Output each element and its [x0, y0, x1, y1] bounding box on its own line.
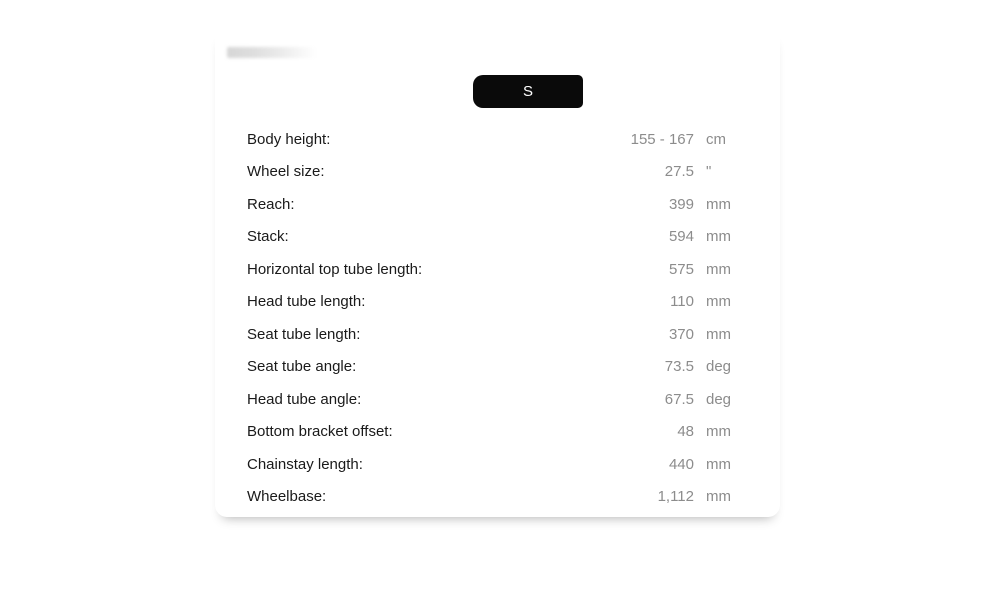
- row-value: 440: [668, 455, 694, 473]
- table-row: [215, 253, 780, 286]
- table-row: [215, 351, 780, 384]
- row-unit: mm: [706, 195, 731, 213]
- row-label: Body height:: [247, 130, 331, 148]
- row-value: 110: [670, 293, 694, 311]
- table-row: [215, 221, 780, 254]
- row-label: Chainstay length:: [247, 455, 363, 473]
- row-label: Wheelbase:: [247, 488, 327, 506]
- row-value: 155 - 167: [630, 130, 694, 148]
- row-label: Bottom bracket offset:: [247, 423, 393, 441]
- row-label: Stack:: [247, 228, 289, 246]
- row-unit: mm: [706, 455, 731, 473]
- row-unit: mm: [706, 228, 731, 246]
- row-value: 594: [668, 228, 694, 246]
- table-row: [215, 383, 780, 416]
- table-row: [215, 286, 780, 319]
- row-value: 27.5: [664, 163, 694, 181]
- table-row: [215, 156, 780, 189]
- row-unit: mm: [706, 423, 731, 441]
- row-value: 370: [668, 325, 694, 343]
- table-row: [215, 318, 780, 351]
- row-unit: ": [706, 163, 712, 181]
- geometry-card: [215, 30, 780, 517]
- row-label: Wheel size:: [247, 163, 325, 181]
- row-unit: mm: [706, 325, 731, 343]
- row-unit: deg: [706, 358, 732, 376]
- row-label: Seat tube length:: [247, 325, 361, 343]
- row-label: Reach:: [247, 195, 295, 213]
- row-value: 73.5: [664, 358, 694, 376]
- row-label: Horizontal top tube length:: [247, 260, 423, 278]
- row-value: 67.5: [664, 390, 694, 408]
- row-value: 399: [668, 195, 694, 213]
- row-unit: mm: [706, 260, 731, 278]
- row-unit: mm: [706, 488, 731, 506]
- table-row: [215, 123, 780, 156]
- row-label: Head tube angle:: [247, 390, 362, 408]
- table-row: [215, 416, 780, 449]
- row-unit: deg: [706, 390, 732, 408]
- row-label: Head tube length:: [247, 293, 366, 311]
- row-unit: mm: [706, 293, 731, 311]
- row-value: 48: [677, 423, 694, 441]
- row-label: Seat tube angle:: [247, 358, 357, 376]
- size-tab-s[interactable]: S: [473, 75, 583, 108]
- row-unit: cm: [706, 130, 726, 148]
- table-row: [215, 481, 780, 514]
- table-row: [215, 448, 780, 481]
- table-row: [215, 188, 780, 221]
- row-value: 1,112: [657, 488, 694, 506]
- row-value: 575: [668, 260, 694, 278]
- blurred-heading-placeholder: [227, 47, 317, 58]
- geometry-table: [215, 123, 780, 513]
